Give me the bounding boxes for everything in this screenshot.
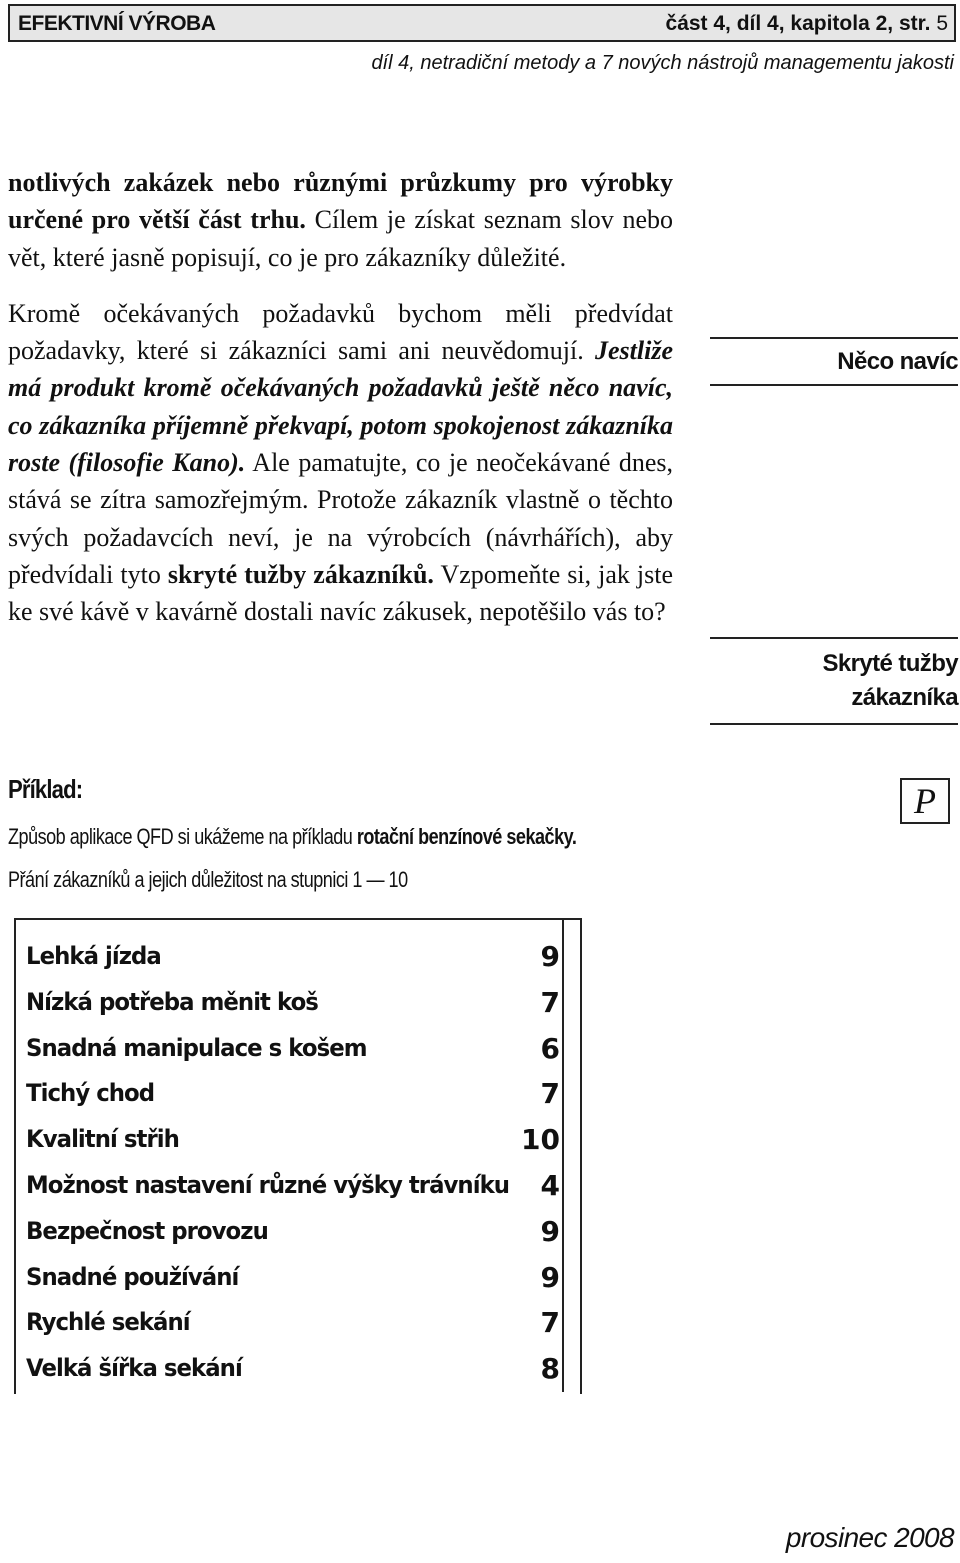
requirement-importance: 10 <box>521 1123 560 1157</box>
requirement-importance: 6 <box>540 1031 560 1065</box>
page-location <box>666 12 948 36</box>
example-title: Příklad: <box>8 774 83 804</box>
requirement-name: Velká šířka sekání <box>26 1354 242 1383</box>
requirements-rows <box>14 938 578 1396</box>
requirement-importance: 7 <box>540 985 560 1019</box>
table-row <box>14 938 578 984</box>
example-intro <box>8 824 576 850</box>
section-title: EFEKTIVNÍ VÝROBA <box>18 12 216 35</box>
example-marker-icon: P <box>900 778 950 824</box>
paragraph-2-end: Vzpomeňte si, jak jste ke své kávě v kavárně dostali navíc zákusek, nepotěšilo vás to? <box>8 559 674 627</box>
table-row <box>14 1030 578 1076</box>
requirement-name: Tichý chod <box>26 1079 155 1108</box>
paragraph-1 <box>8 164 673 276</box>
table-row <box>14 1259 578 1305</box>
requirement-name: Bezpečnost provozu <box>26 1216 268 1245</box>
requirement-name: Snadná manipulace s košem <box>26 1033 367 1062</box>
requirement-name: Lehká jízda <box>26 942 161 970</box>
requirement-importance: 8 <box>540 1352 560 1386</box>
example-intro-text: Způsob aplikace QFD si ukážeme na příkladu <box>8 824 357 849</box>
table-row <box>14 1167 578 1213</box>
requirement-name: Možnost nastavení různé výšky trávníku <box>26 1170 510 1199</box>
running-header <box>8 4 956 42</box>
paragraph-2 <box>8 295 673 631</box>
requirement-importance: 4 <box>540 1168 560 1202</box>
paragraph-2-middle: Ale pamatujte, co je neočekávané dnes, stává se zítra samozřejmým. Protože zákazník vlastně o těchto svých požadavcích neví, je na výrobcích (návrhářích), aby předvídali tyto <box>8 448 674 589</box>
paragraph-1-bold: notlivých zakázek nebo různými průzkumy pro výrobky určené pro větší část trhu. <box>8 168 673 235</box>
table-row <box>14 1350 578 1396</box>
example-product: rotační benzínové sekačky. <box>356 824 577 849</box>
table-row <box>14 1075 578 1121</box>
example-scale-note: Přání zákazníků a jejich důležitost na stupnici 1 — 10 <box>8 867 408 892</box>
requirement-name: Snadné používání <box>26 1262 239 1291</box>
requirement-name: Kvalitní střih <box>26 1125 179 1154</box>
margin-note-hidden-wishes: Skryté tužby zákazníka <box>710 637 958 725</box>
table-row <box>14 984 578 1030</box>
requirement-name: Nízká potřeba měnit koš <box>26 987 318 1016</box>
requirement-importance: 9 <box>540 1214 560 1248</box>
requirement-importance: 9 <box>540 940 560 973</box>
requirement-importance: 7 <box>540 1306 560 1340</box>
requirement-name: Rychlé sekání <box>26 1308 190 1337</box>
issue-date: prosinec 2008 <box>785 1522 954 1553</box>
table-row <box>14 1304 578 1350</box>
requirement-importance: 9 <box>540 1260 560 1294</box>
requirement-importance: 7 <box>540 1077 560 1111</box>
chapter-subtitle: díl 4, netradiční metody a 7 nových nástrojů managementu jakosti <box>371 52 954 74</box>
margin-note-extra: Něco navíc <box>710 337 958 386</box>
main-text <box>8 164 673 631</box>
page-location-text: část 4, díl 4, kapitola 2, str. <box>665 12 931 35</box>
table-row <box>14 1121 578 1167</box>
page-number: 5 <box>936 12 948 35</box>
table-row <box>14 1213 578 1259</box>
paragraph-2-bold: skryté tužby zákazníků. <box>167 559 434 589</box>
paragraph-1-rest: Cílem je získat seznam slov nebo vět, které jasně popisují, co je pro zákazníky důležité. <box>8 205 673 272</box>
paragraph-2-emphasis: Jestliže má produkt kromě očekávaných požadavků ještě něco navíc, co zákazníka příjemně překvapí, potom spokojenost zákazníka roste (filosofie Kano). <box>8 336 673 478</box>
paragraph-2-intro: Kromě očekávaných požadavků bychom měli předvídat požadavky, které si zákazníci sami ani neuvědomují. <box>8 298 673 366</box>
